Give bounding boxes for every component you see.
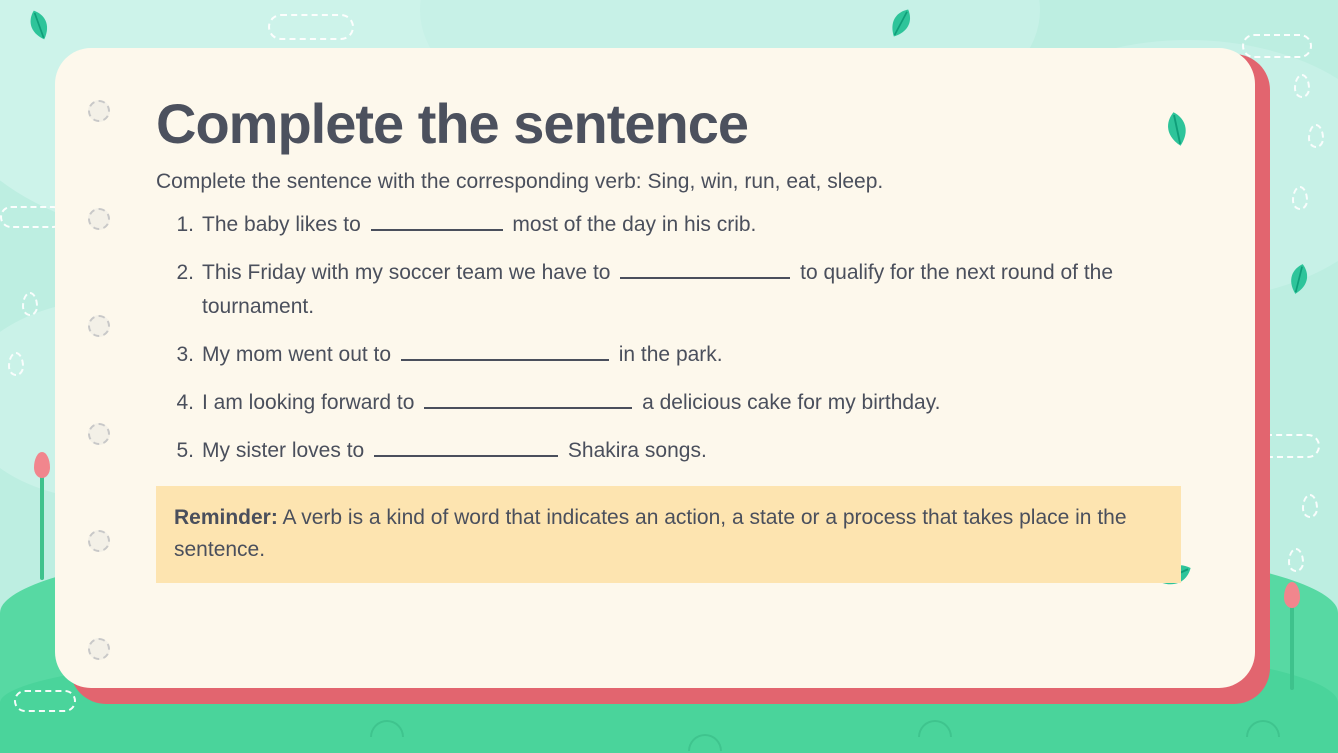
reminder-label: Reminder: [174, 506, 278, 530]
reminder-text: A verb is a kind of word that indicates an action, a state or a process that takes place in the sentence. [174, 506, 1127, 561]
question-text-before: My mom went out to [202, 343, 397, 367]
question-item [156, 338, 1166, 372]
slide-content [156, 92, 1186, 583]
flower-stem [1290, 600, 1294, 690]
question-text-before: My sister loves to [202, 439, 371, 463]
notebook-rings [88, 100, 112, 660]
question-text-after: most of the day in his crib. [506, 213, 757, 237]
question-item [156, 208, 1166, 242]
seed-doodle-icon [1292, 186, 1308, 210]
question-list [156, 208, 1186, 468]
question-item [156, 386, 1166, 420]
question-text-after: to qualify for the next round of the tournament. [202, 261, 1114, 319]
cloud-doodle-icon [14, 690, 76, 712]
flower-stem [40, 470, 44, 580]
question-text-before: This Friday with my soccer team we have to [202, 261, 617, 285]
seed-doodle-icon [1308, 124, 1324, 148]
question-text-before: The baby likes to [202, 213, 367, 237]
question-item [156, 256, 1166, 324]
answer-blank[interactable] [374, 438, 558, 457]
seed-doodle-icon [1294, 74, 1310, 98]
page-title: Complete the sentence [156, 92, 749, 155]
answer-blank[interactable] [401, 342, 609, 361]
notebook-ring [88, 315, 110, 337]
notebook-ring [88, 530, 110, 552]
flower-bud-icon [34, 452, 50, 478]
answer-blank[interactable] [371, 212, 503, 231]
notebook-ring [88, 100, 110, 122]
seed-doodle-icon [8, 352, 24, 376]
notebook-ring [88, 423, 110, 445]
question-text-after: a delicious cake for my birthday. [636, 391, 941, 415]
seed-doodle-icon [22, 292, 38, 316]
flower-bud-icon [1284, 582, 1300, 608]
question-text-after: Shakira songs. [562, 439, 707, 463]
notebook-ring [88, 208, 110, 230]
question-text-after: in the park. [612, 343, 723, 367]
question-item [156, 434, 1166, 468]
cloud-doodle-icon [1242, 34, 1312, 58]
instructions-text: Complete the sentence with the corresponding verb: Sing, win, run, eat, sleep. [156, 170, 884, 194]
reminder-box [156, 486, 1181, 583]
cloud-doodle-icon [268, 14, 354, 40]
seed-doodle-icon [1302, 494, 1318, 518]
leaf-icon [1278, 258, 1319, 299]
notebook-ring [88, 638, 110, 660]
answer-blank[interactable] [424, 390, 632, 409]
question-text-before: I am looking forward to [202, 391, 421, 415]
seed-doodle-icon [1288, 548, 1304, 572]
answer-blank[interactable] [620, 260, 790, 279]
